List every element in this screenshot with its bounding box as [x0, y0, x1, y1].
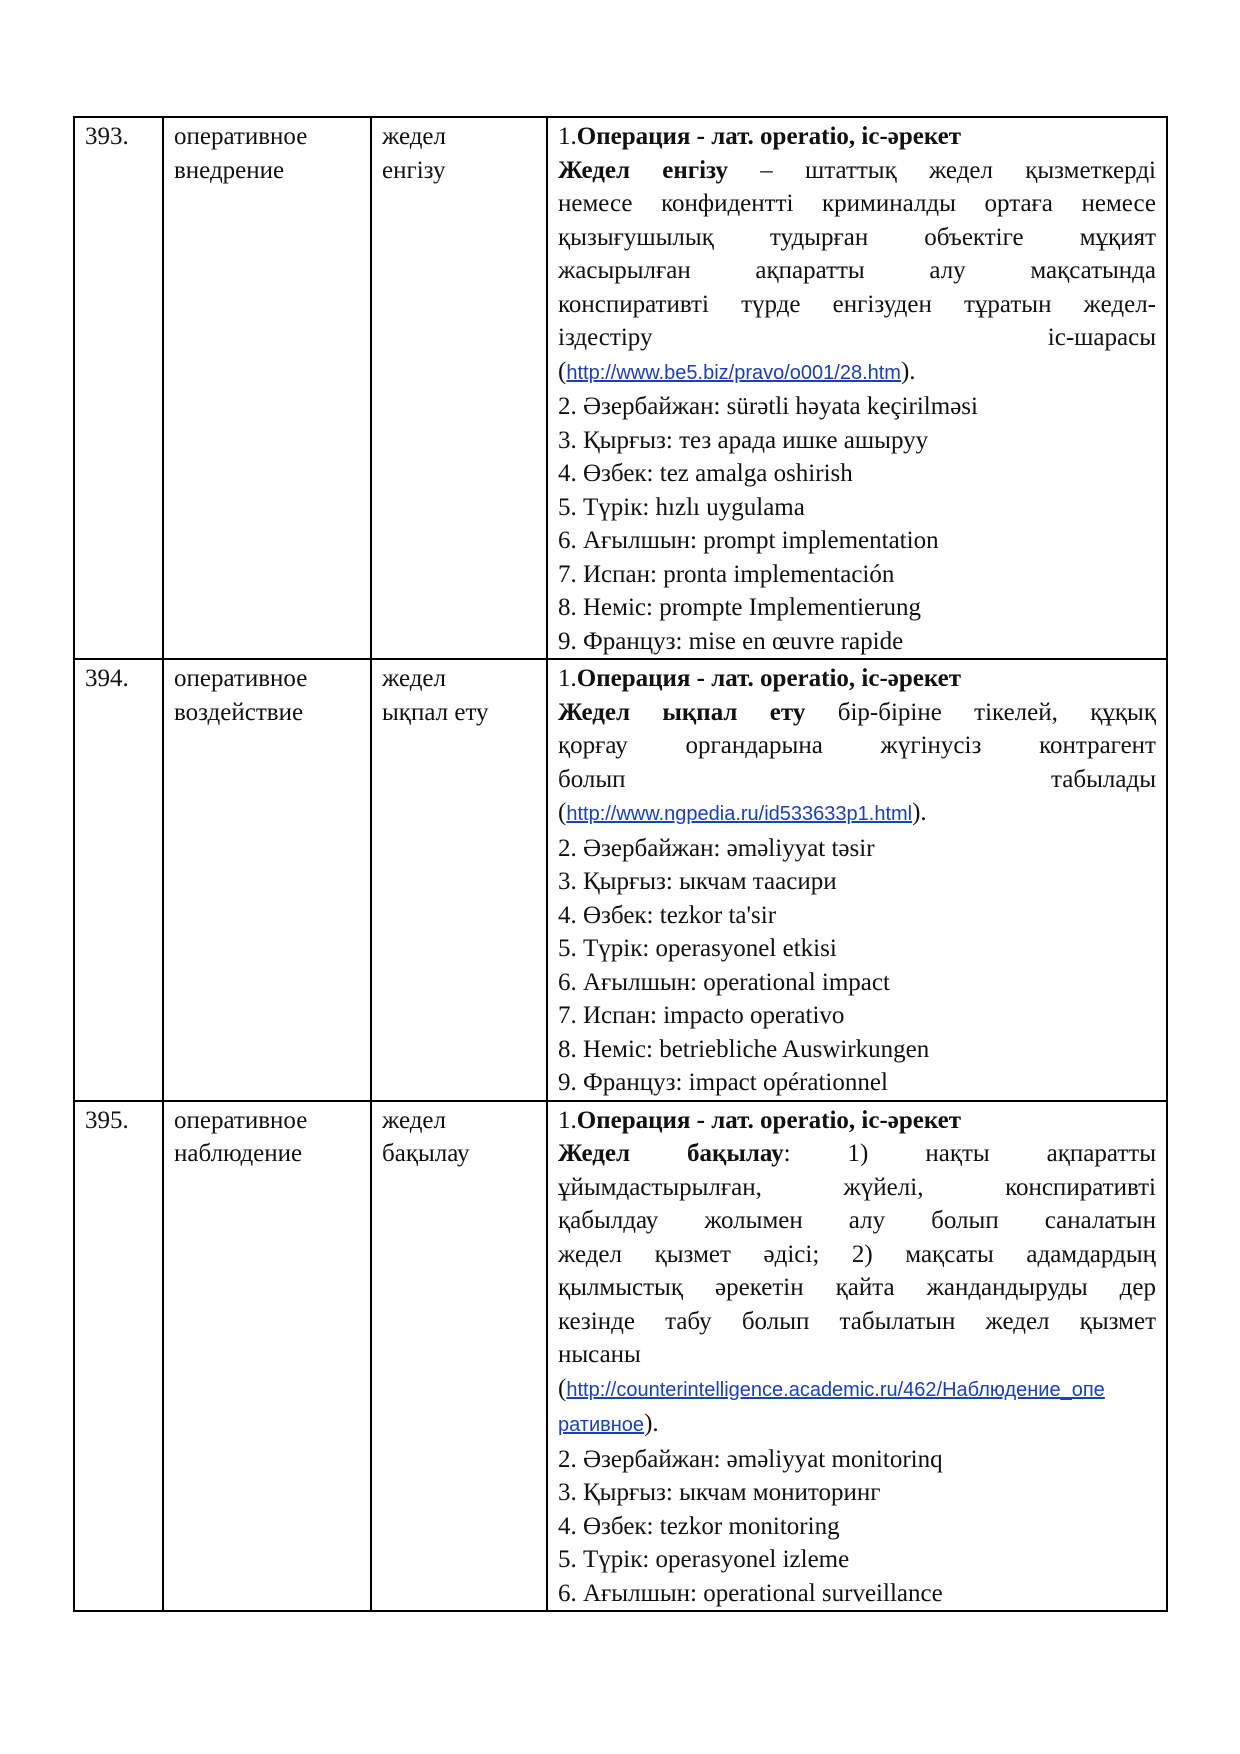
entry-number: 393. — [85, 123, 129, 150]
heading-number: 1. — [558, 123, 577, 150]
table-row — [74, 659, 1167, 1101]
definition-line: қылмыстық әрекетін қайта жандандыруды дер — [558, 1274, 1156, 1301]
defined-term: Жедел ықпал ету — [558, 698, 806, 726]
definition-line: конспиративті түрде енгізуден тұратын жедел- — [558, 290, 1156, 318]
source-link-continuation[interactable]: ративное — [558, 1414, 645, 1436]
translation-line: 2. Әзербайжан: əməliyyat monitorinq — [558, 1445, 943, 1473]
definition-line: Жедел бақылау: 1) нақты ақпаратты — [558, 1140, 1156, 1167]
entry-number: 394. — [85, 665, 129, 692]
source-link[interactable]: http://www.ngpedia.ru/id533633p1.html — [566, 803, 913, 825]
etymology-heading — [558, 120, 1156, 154]
translation-line: 2. Әзербайжан: sürətli həyata keçirilməsi — [558, 393, 978, 420]
kazakh-term-line: енгізу — [382, 156, 446, 184]
definition-line: болып табылады — [558, 765, 1156, 793]
heading-text: Операция - лат. operatio, іс-әрекет — [576, 123, 962, 150]
source-link[interactable]: http://www.be5.biz/pravo/o001/28.htm — [566, 361, 901, 384]
heading-text: Операция - лат. operatio, іс-әрекет — [576, 1106, 962, 1134]
russian-term-line: внедрение — [174, 156, 285, 184]
definition-cell — [547, 1101, 1167, 1612]
kazakh-term-line: жедел — [382, 1106, 447, 1134]
translation-line: 7. Испан: impacto operativo — [558, 1002, 845, 1029]
source-line: (http://www.ngpedia.ru/id533633p1.html). — [558, 799, 927, 826]
translation-line: 3. Қырғыз: ыкчам таасири — [558, 868, 837, 895]
definition-line: кезінде табу болып табылатын жедел қызмет — [558, 1307, 1156, 1335]
heading-text: Операция - лат. operatio, іс-әрекет — [576, 665, 962, 692]
definition-cell — [547, 659, 1167, 1101]
etymology-heading — [558, 662, 1156, 696]
translation-line: 3. Қырғыз: тез арада ишке ашыруу — [558, 426, 929, 454]
definition-line: қабылдау жолымен алу болып саналатын — [558, 1207, 1156, 1234]
translation-line: 5. Түрік: operasyonel izleme — [558, 1546, 850, 1573]
entry-number: 395. — [85, 1106, 129, 1134]
definition-line: қызығушылық тудырған объектіге мұқият — [558, 223, 1156, 251]
translation-line: 5. Түрік: operasyonel etkisi — [558, 935, 837, 962]
translation-line: 4. Өзбек: tez amalga oshirish — [558, 460, 853, 487]
kazakh-term-line: жедел — [382, 123, 447, 150]
kazakh-term-line: жедел — [382, 665, 447, 692]
source-line: (http://counterintelligence.academic.ru/462/Наблюдение_опе — [558, 1374, 1105, 1402]
russian-term-cell — [163, 117, 371, 659]
definition-line: қорғау органдарына жүгінусіз контрагент — [558, 732, 1156, 759]
definition-line: жедел қызмет әдісі; 2) мақсаты адамдардың — [558, 1240, 1156, 1268]
entry-number-cell — [74, 1101, 163, 1612]
translation-line: 3. Қырғыз: ыкчам мониторинг — [558, 1479, 881, 1506]
definition-line: жасырылған ақпаратты алу мақсатында — [558, 257, 1156, 284]
translation-line: 4. Өзбек: tezkor monitoring — [558, 1512, 840, 1540]
entry-number-cell — [74, 117, 163, 659]
russian-term-line: воздействие — [174, 698, 304, 726]
table-row — [74, 1101, 1167, 1612]
kazakh-term-line: ықпал ету — [382, 698, 489, 726]
source-line: ративное). — [558, 1410, 659, 1437]
translation-line: 2. Әзербайжан: əməliyyat təsir — [558, 834, 875, 862]
definition-line: немесе конфидентті криминалды ортаға немесе — [558, 190, 1156, 217]
kazakh-term-cell — [371, 659, 547, 1101]
heading-number: 1. — [558, 665, 577, 692]
definition-line: Жедел енгізу – штаттық жедел қызметкерді — [558, 156, 1156, 184]
translation-line: 6. Ағылшын: prompt implementation — [558, 527, 939, 554]
translation-line: 8. Неміс: prompte Implementierung — [558, 594, 921, 621]
source-line: (http://www.be5.biz/pravo/o001/28.htm). — [558, 357, 916, 385]
kazakh-term-cell — [371, 1101, 547, 1612]
defined-term: Жедел енгізу — [558, 156, 729, 184]
definition-line: нысаны — [558, 1341, 641, 1368]
table-row — [74, 117, 1167, 659]
definition-cell — [547, 117, 1167, 659]
translation-line: 8. Неміс: betriebliche Auswirkungen — [558, 1035, 930, 1063]
russian-term-cell — [163, 1101, 371, 1612]
translation-line: 4. Өзбек: tezkor ta'sir — [558, 901, 777, 929]
translation-line: 9. Француз: mise en œuvre rapide — [558, 627, 904, 655]
glossary-table — [73, 116, 1168, 1612]
russian-term-line: оперативное — [174, 123, 308, 150]
russian-term-line: оперативное — [174, 665, 308, 692]
russian-term-line: наблюдение — [174, 1140, 303, 1167]
translation-line: 6. Ағылшын: operational surveillance — [558, 1579, 943, 1607]
kazakh-term-line: бақылау — [382, 1140, 470, 1167]
definition-line: ұйымдастырылған, жүйелі, конспиративті — [558, 1173, 1156, 1201]
translation-line: 6. Ағылшын: operational impact — [558, 968, 890, 996]
etymology-heading — [558, 1104, 1156, 1138]
source-link[interactable]: http://counterintelligence.academic.ru/462/Наблюдение_опе — [566, 1378, 1105, 1401]
translation-line: 5. Түрік: hızlı uygulama — [558, 493, 805, 521]
heading-number: 1. — [558, 1106, 577, 1134]
kazakh-term-cell — [371, 117, 547, 659]
russian-term-cell — [163, 659, 371, 1101]
definition-line: Жедел ықпал ету бір-біріне тікелей, құқық — [558, 698, 1156, 726]
russian-term-line: оперативное — [174, 1106, 308, 1134]
defined-term: Жедел бақылау — [558, 1140, 784, 1167]
entry-number-cell — [74, 659, 163, 1101]
definition-line: іздестіру іс-шарасы — [558, 324, 1156, 351]
translation-line: 9. Француз: impact opérationnel — [558, 1069, 888, 1096]
translation-line: 7. Испан: pronta implementación — [558, 560, 895, 588]
